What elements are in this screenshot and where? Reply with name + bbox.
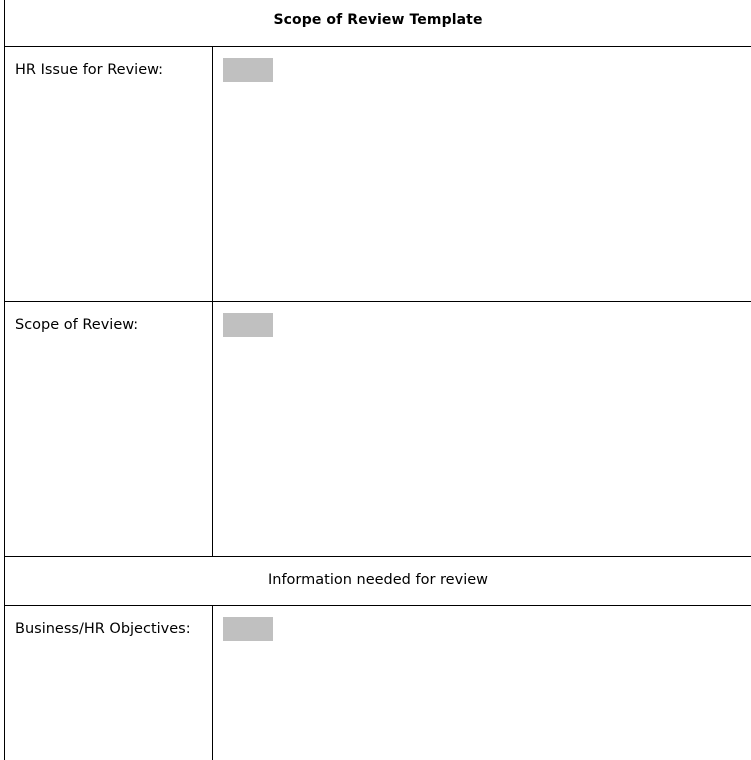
column-divider	[212, 605, 213, 760]
table-border	[5, 301, 751, 302]
column-divider	[212, 46, 213, 557]
business-hr-objectives-label: Business/HR Objectives:	[15, 621, 191, 637]
business-hr-objectives-field[interactable]	[223, 617, 273, 641]
scope-of-review-table	[4, 0, 751, 760]
scope-of-review-label: Scope of Review:	[15, 317, 139, 333]
hr-issue-field[interactable]	[223, 58, 273, 82]
document-title: Scope of Review Template	[273, 12, 483, 28]
table-border	[5, 605, 751, 606]
hr-issue-label: HR Issue for Review:	[15, 62, 164, 78]
table-border	[5, 46, 751, 47]
scope-of-review-field[interactable]	[223, 313, 273, 337]
table-border	[5, 556, 751, 557]
section-header: Information needed for review	[267, 572, 488, 588]
